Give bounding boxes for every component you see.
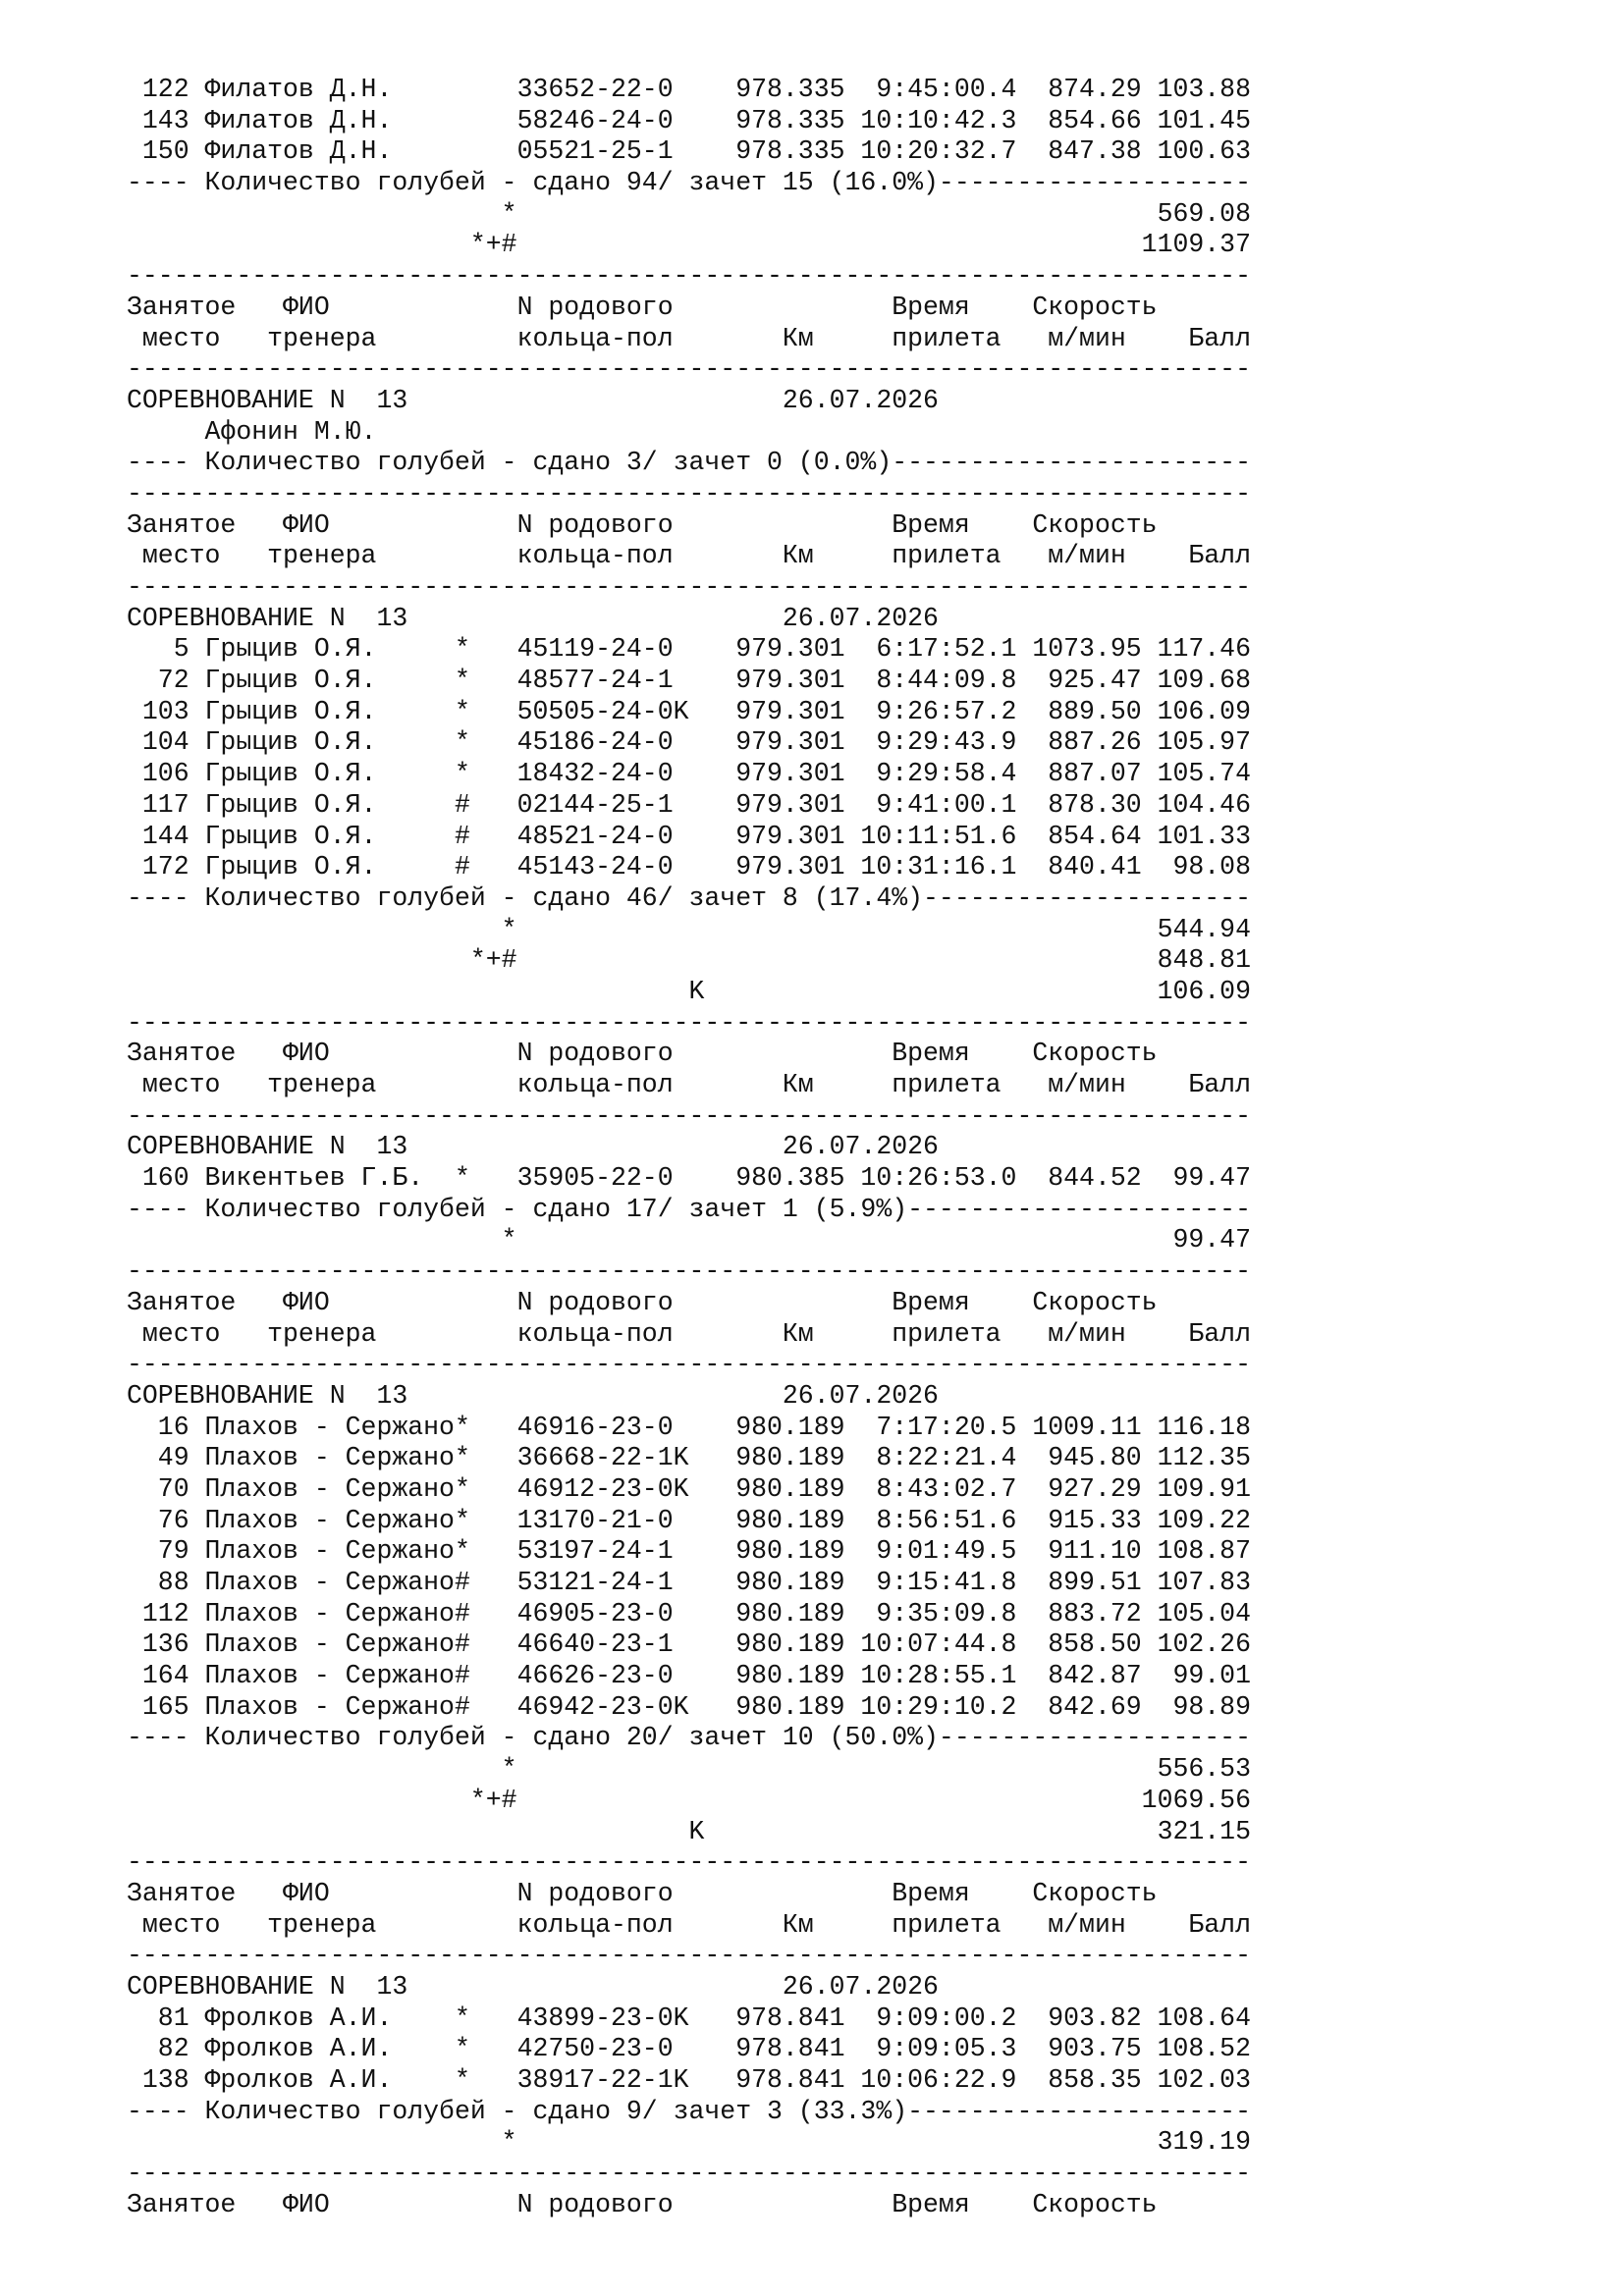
summary-line: ---- Количество голубей - сдано 94/ зачет 15 (16.0%)-------------------- [127,168,1251,198]
competition-header: СОРЕВНОВАНИЕ N 13 26.07.2026 [127,603,939,633]
column-header: Занятое ФИО N родового Время Скорость [127,1039,1158,1069]
column-header: Занятое ФИО N родового Время Скорость [127,1287,1158,1317]
score-total: *+# 1069.56 [127,1785,1251,1815]
results-printout [127,75,1251,2220]
column-header: место тренера кольца-пол Км прилета м/мин Балл [127,1070,1251,1099]
text-line: Афонин М.Ю. [127,416,377,447]
result-row: 5 Грыцив О.Я. * 45119-24-0 979.301 6:17:52.1 1073.95 117.46 [127,634,1251,665]
column-header: Занятое ФИО N родового Время Скорость [127,292,1158,322]
result-row: 81 Фролков А.И. * 43899-23-0K 978.841 9:09:00.2 903.82 108.64 [127,2002,1251,2033]
result-row: 164 Плахов - Сержано# 46626-23-0 980.189 10:28:55.1 842.87 99.01 [127,1661,1251,1691]
column-header: Занятое ФИО N родового Время Скорость [127,1878,1158,1908]
result-row: 106 Грыцив О.Я. * 18432-24-0 979.301 9:29:58.4 887.07 105.74 [127,759,1251,789]
separator-line: ------------------------------------------------------------------------ [127,1256,1251,1287]
summary-line: ---- Количество голубей - сдано 46/ зачет 8 (17.4%)--------------------- [127,882,1251,913]
column-header: место тренера кольца-пол Км прилета м/мин Балл [127,1909,1251,1940]
separator-line: ------------------------------------------------------------------------ [127,572,1251,602]
result-row: 150 Филатов Д.Н. 05521-25-1 978.335 10:20:32.7 847.38 100.63 [127,136,1251,167]
separator-line: ------------------------------------------------------------------------ [127,1100,1251,1131]
result-row: 122 Филатов Д.Н. 33652-22-0 978.335 9:45:00.4 874.29 103.88 [127,75,1251,104]
summary-line: ---- Количество голубей - сдано 3/ зачет 0 (0.0%)----------------------- [127,448,1251,478]
result-row: 16 Плахов - Сержано* 46916-23-0 980.189 7:17:20.5 1009.11 116.18 [127,1412,1251,1442]
result-row: 144 Грыцив О.Я. # 48521-24-0 979.301 10:11:51.6 854.64 101.33 [127,821,1251,851]
separator-line: ------------------------------------------------------------------------ [127,261,1251,292]
summary-line: ---- Количество голубей - сдано 9/ зачет 3 (33.3%)---------------------- [127,2096,1251,2126]
result-row: 136 Плахов - Сержано# 46640-23-1 980.189 10:07:44.8 858.50 102.26 [127,1629,1251,1660]
competition-header: СОРЕВНОВАНИЕ N 13 26.07.2026 [127,1380,939,1411]
score-total: * 569.08 [127,198,1251,229]
column-header: Занятое ФИО N родового Время Скорость [127,2189,1158,2219]
competition-header: СОРЕВНОВАНИЕ N 13 26.07.2026 [127,385,939,415]
score-total: * 556.53 [127,1754,1251,1785]
separator-line: ------------------------------------------------------------------------ [127,478,1251,508]
score-total: * 319.19 [127,2127,1251,2158]
result-row: 160 Викентьев Г.Б. * 35905-22-0 980.385 10:26:53.0 844.52 99.47 [127,1163,1251,1194]
score-total: *+# 848.81 [127,945,1251,976]
result-row: 72 Грыцив О.Я. * 48577-24-1 979.301 8:44:09.8 925.47 109.68 [127,666,1251,696]
separator-line: ------------------------------------------------------------------------ [127,2159,1251,2189]
competition-header: СОРЕВНОВАНИЕ N 13 26.07.2026 [127,1971,939,2002]
result-row: 70 Плахов - Сержано* 46912-23-0K 980.189 8:43:02.7 927.29 109.91 [127,1473,1251,1504]
score-total: *+# 1109.37 [127,230,1251,260]
column-header: место тренера кольца-пол Км прилета м/мин Балл [127,323,1251,353]
score-total: K 321.15 [127,1816,1251,1846]
result-row: 165 Плахов - Сержано# 46942-23-0K 980.189 10:29:10.2 842.69 98.89 [127,1691,1251,1722]
result-row: 143 Филатов Д.Н. 58246-24-0 978.335 10:10:42.3 854.66 101.45 [127,105,1251,135]
column-header: место тренера кольца-пол Км прилета м/мин Балл [127,1318,1251,1349]
result-row: 138 Фролков А.И. * 38917-22-1K 978.841 10:06:22.9 858.35 102.03 [127,2065,1251,2095]
result-row: 104 Грыцив О.Я. * 45186-24-0 979.301 9:29:43.9 887.26 105.97 [127,727,1251,758]
column-header: место тренера кольца-пол Км прилета м/мин Балл [127,541,1251,571]
column-header: Занятое ФИО N родового Время Скорость [127,509,1158,540]
score-total: K 106.09 [127,976,1251,1006]
separator-line: ------------------------------------------------------------------------ [127,1847,1251,1878]
result-row: 88 Плахов - Сержано# 53121-24-1 980.189 9:15:41.8 899.51 107.83 [127,1568,1251,1597]
summary-line: ---- Количество голубей - сдано 20/ зачет 10 (50.0%)-------------------- [127,1723,1251,1753]
competition-header: СОРЕВНОВАНИЕ N 13 26.07.2026 [127,1132,939,1162]
summary-line: ---- Количество голубей - сдано 17/ зачет 1 (5.9%)---------------------- [127,1194,1251,1224]
separator-line: ------------------------------------------------------------------------ [127,1350,1251,1380]
score-total: * 544.94 [127,914,1251,944]
result-row: 117 Грыцив О.Я. # 02144-25-1 979.301 9:41:00.1 878.30 104.46 [127,789,1251,820]
result-row: 76 Плахов - Сержано* 13170-21-0 980.189 8:56:51.6 915.33 109.22 [127,1505,1251,1535]
result-row: 103 Грыцив О.Я. * 50505-24-0K 979.301 9:26:57.2 889.50 106.09 [127,696,1251,726]
separator-line: ------------------------------------------------------------------------ [127,1941,1251,1971]
result-row: 79 Плахов - Сержано* 53197-24-1 980.189 9:01:49.5 911.10 108.87 [127,1536,1251,1567]
separator-line: ------------------------------------------------------------------------ [127,1007,1251,1038]
score-total: * 99.47 [127,1225,1251,1255]
result-row: 82 Фролков А.И. * 42750-23-0 978.841 9:09:05.3 903.75 108.52 [127,2034,1251,2064]
result-row: 172 Грыцив О.Я. # 45143-24-0 979.301 10:31:16.1 840.41 98.08 [127,852,1251,882]
result-row: 112 Плахов - Сержано# 46905-23-0 980.189 9:35:09.8 883.72 105.04 [127,1598,1251,1629]
result-row: 49 Плахов - Сержано* 36668-22-1K 980.189 8:22:21.4 945.80 112.35 [127,1443,1251,1473]
separator-line: ------------------------------------------------------------------------ [127,354,1251,385]
